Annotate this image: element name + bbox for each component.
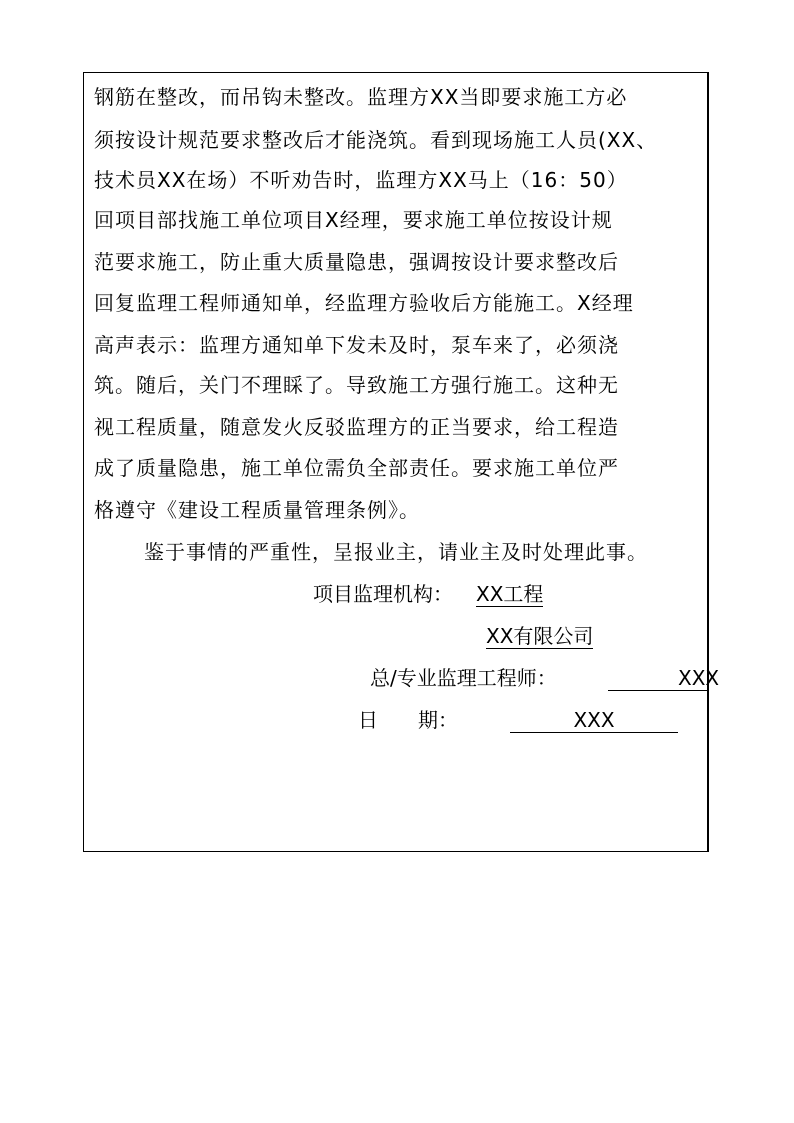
body-line: 技术员XX在场）不听劝告时，监理方XX马上（16：50） [94,168,628,192]
body-line: 回项目部找施工单位项目X经理，要求施工单位按设计规 [94,208,613,232]
body-line: 钢筋在整改，而吊钩未整改。监理方XX当即要求施工方必 [94,85,628,109]
body-line: 须按设计规范要求整改后才能浇筑。看到现场施工人员(XX、 [94,128,658,152]
body-line: 高声表示：监理方通知单下发未及时，泵车来了，必须浇 [94,333,619,357]
body-line: 格遵守《建设工程质量管理条例》。 [94,498,420,522]
org-name-line1: XX工程 [476,582,544,606]
engineer-label: 总/专业监理工程师： [370,666,557,690]
body-line: 视工程质量，随意发火反驳监理方的正当要求，给工程造 [94,415,619,439]
org-label: 项目监理机构： [313,582,453,606]
closing-line: 鉴于事情的严重性，呈报业主，请业主及时处理此事。 [144,540,648,564]
org-name-line2: XX有限公司 [486,624,594,648]
engineer-field [608,666,720,691]
body-line: 回复监理工程师通知单，经监理方验收后方能施工。X经理 [94,291,634,315]
body-line: 成了质量隐患，施工单位需负全部责任。要求施工单位严 [94,456,619,480]
body-line: 筑。随后，关门不理睬了。导致施工方强行施工。这种无 [94,373,619,397]
body-line: 范要求施工，防止重大质量隐患，强调按设计要求整改后 [94,250,619,274]
date-value: XXX [510,708,678,733]
engineer-value: XXX [678,666,720,690]
date-label: 日 期： [358,708,458,732]
